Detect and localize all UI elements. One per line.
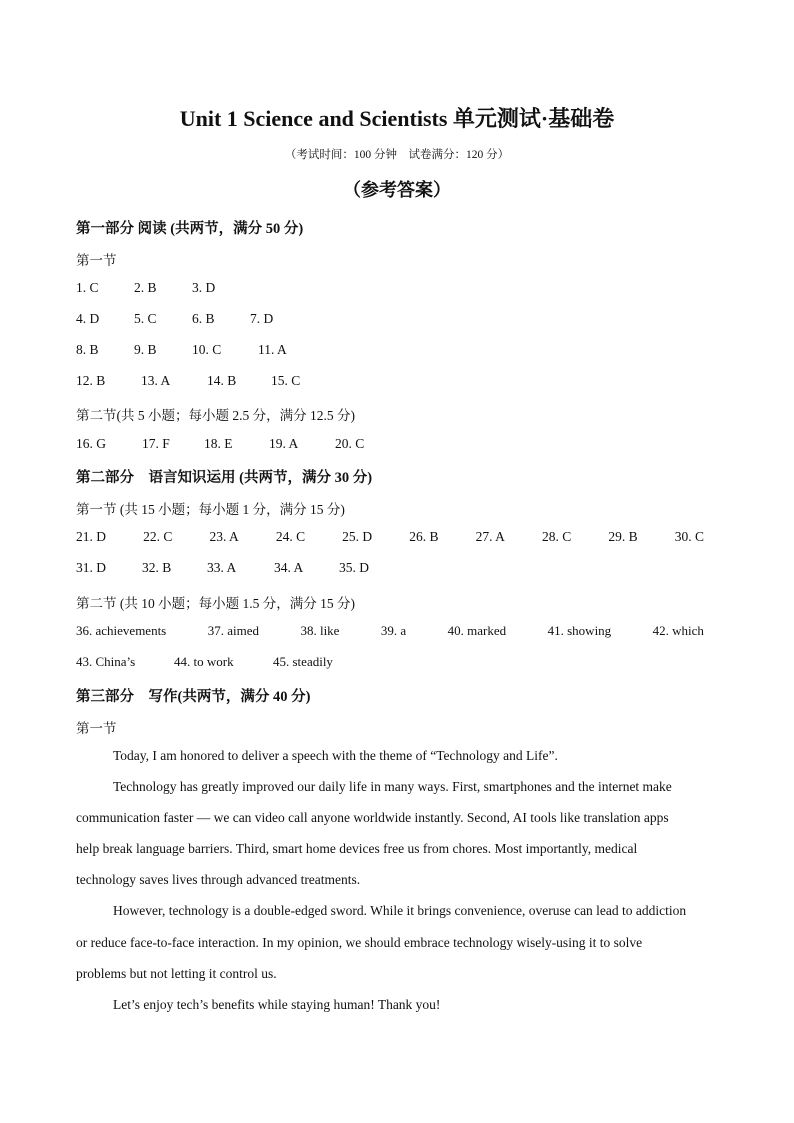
- answer-item: 6. B: [192, 311, 215, 326]
- answer-row: [76, 311, 716, 327]
- answer-item: 7. D: [250, 311, 274, 326]
- part2-section1-label: 第一节 (共 15 小题；每小题 1 分，满分 15 分): [76, 502, 345, 517]
- answer-item: 40. marked: [447, 623, 507, 638]
- essay-line: help break language barriers. Third, smart home devices free us from chores. Most importantly, medical: [76, 841, 638, 856]
- answer-item: 12. B: [76, 373, 106, 388]
- answer-item: 17. F: [142, 436, 170, 451]
- answer-item: 22. C: [143, 529, 173, 544]
- answer-item: 26. B: [409, 529, 439, 544]
- answer-item: 15. C: [271, 373, 301, 388]
- essay-line: problems but not letting it control us.: [76, 966, 277, 981]
- essay-line: Technology has greatly improved our daily life in many ways. First, smartphones and the internet make: [113, 779, 672, 794]
- answer-item: 18. E: [204, 436, 233, 451]
- answer-item: 8. B: [76, 342, 99, 357]
- answer-row: [76, 342, 716, 358]
- answer-item: 19. A: [269, 436, 299, 451]
- answer-item: 23. A: [209, 529, 239, 544]
- answer-row: [76, 280, 716, 296]
- answer-row: [76, 529, 704, 545]
- answer-item: 36. achievements: [76, 623, 167, 638]
- part1-section1-label: 第一节: [76, 253, 117, 268]
- answer-item: 35. D: [339, 560, 369, 575]
- answer-row: [76, 623, 704, 639]
- answer-row: [76, 436, 716, 452]
- essay-line: or reduce face-to-face interaction. In my opinion, we should embrace technology wisely-using it to solve: [76, 935, 643, 950]
- answer-item: 28. C: [541, 529, 572, 544]
- answer-item: 42. which: [652, 623, 704, 638]
- answer-item: 39. a: [380, 623, 407, 638]
- essay-line: Let’s enjoy tech’s benefits while staying human! Thank you!: [113, 997, 441, 1012]
- answer-item: 37. aimed: [207, 623, 259, 638]
- answer-item: 24. C: [275, 529, 306, 544]
- answer-item: 44. to work: [174, 654, 234, 669]
- answer-item: 41. showing: [547, 623, 612, 638]
- essay-line: However, technology is a double-edged sword. While it brings convenience, overuse can lead to addiction: [113, 903, 687, 918]
- page-title: Unit 1 Science and Scientists 单元测试·基础卷: [179, 106, 615, 131]
- answer-item: 13. A: [141, 373, 171, 388]
- essay-line: Today, I am honored to deliver a speech with the theme of “Technology and Life”.: [113, 748, 558, 763]
- part1-section2-label: 第二节(共 5 小题；每小题 2.5 分，满分 12.5 分): [76, 408, 355, 423]
- answer-row: [76, 654, 716, 670]
- exam-info: （考试时间：100 分钟 试卷满分：120 分）: [284, 149, 510, 161]
- answer-item: 32. B: [142, 560, 172, 575]
- answer-item: 30. C: [674, 529, 704, 544]
- essay-line: communication faster — we can video call anyone worldwide instantly. Second, AI tools like translation apps: [76, 810, 669, 825]
- answer-item: 11. A: [258, 342, 287, 357]
- answer-item: 38. like: [300, 623, 340, 638]
- part3-heading: 第三部分 写作(共两节，满分 40 分): [76, 689, 311, 705]
- answer-item: 2. B: [134, 280, 157, 295]
- answer-item: 16. G: [76, 436, 106, 451]
- answer-item: 3. D: [192, 280, 216, 295]
- answer-row: [76, 373, 716, 389]
- answer-item: 25. D: [342, 529, 373, 544]
- answer-item: 31. D: [76, 560, 106, 575]
- answer-item: 21. D: [76, 529, 106, 544]
- answer-item: 43. China’s: [76, 654, 136, 669]
- part3-section1-label: 第一节: [76, 721, 117, 736]
- part1-heading: 第一部分 阅读 (共两节，满分 50 分): [76, 221, 304, 237]
- answer-row: [76, 560, 716, 576]
- part2-section2-label: 第二节 (共 10 小题；每小题 1.5 分，满分 15 分): [76, 596, 355, 611]
- answer-item: 14. B: [207, 373, 237, 388]
- answer-heading: （参考答案）: [343, 180, 451, 200]
- answer-item: 45. steadily: [273, 654, 333, 669]
- answer-item: 20. C: [335, 436, 365, 451]
- answer-item: 4. D: [76, 311, 100, 326]
- answer-item: 29. B: [608, 529, 638, 544]
- answer-item: 33. A: [207, 560, 237, 575]
- answer-item: 1. C: [76, 280, 99, 295]
- answer-item: 5. C: [134, 311, 157, 326]
- part2-heading: 第二部分 语言知识运用 (共两节，满分 30 分): [76, 470, 373, 486]
- answer-item: 27. A: [475, 529, 505, 544]
- answer-item: 10. C: [192, 342, 222, 357]
- answer-item: 34. A: [274, 560, 304, 575]
- answer-item: 9. B: [134, 342, 157, 357]
- essay-line: technology saves lives through advanced treatments.: [76, 872, 361, 887]
